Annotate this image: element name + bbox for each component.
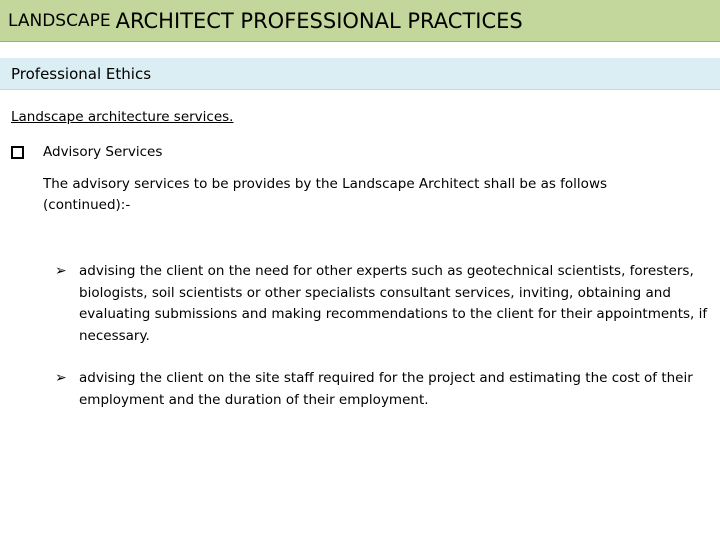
intro-paragraph: The advisory services to be provides by the Landscape Architect shall be as follows (continued):- [43,176,608,213]
arrow-bullet-icon: ➢ [55,370,67,386]
page-title: ARCHITECT PROFESSIONAL PRACTICES [115,8,523,33]
subheading: Landscape architecture services. [11,109,234,125]
checkbox-icon [11,146,24,159]
section-bar [0,58,720,90]
bullet-item-1: advising the client on the need for other experts such as geotechnical scientists, foresters, biologists, soil scientists or other specialists consultant services, inviting, obtaining and evaluating submissions and making recommendations to the client for their appointments, if necessary. [79,263,708,344]
arrow-bullet-icon: ➢ [55,263,67,279]
bullet-item-2: advising the client on the site staff required for the project and estimating the cost of their employment and the duration of their employment. [79,370,693,408]
advisory-services-label: Advisory Services [43,144,163,160]
title-prefix: LANDSCAPE [8,10,111,31]
section-title: Professional Ethics [11,64,152,83]
title-bar [0,0,720,42]
